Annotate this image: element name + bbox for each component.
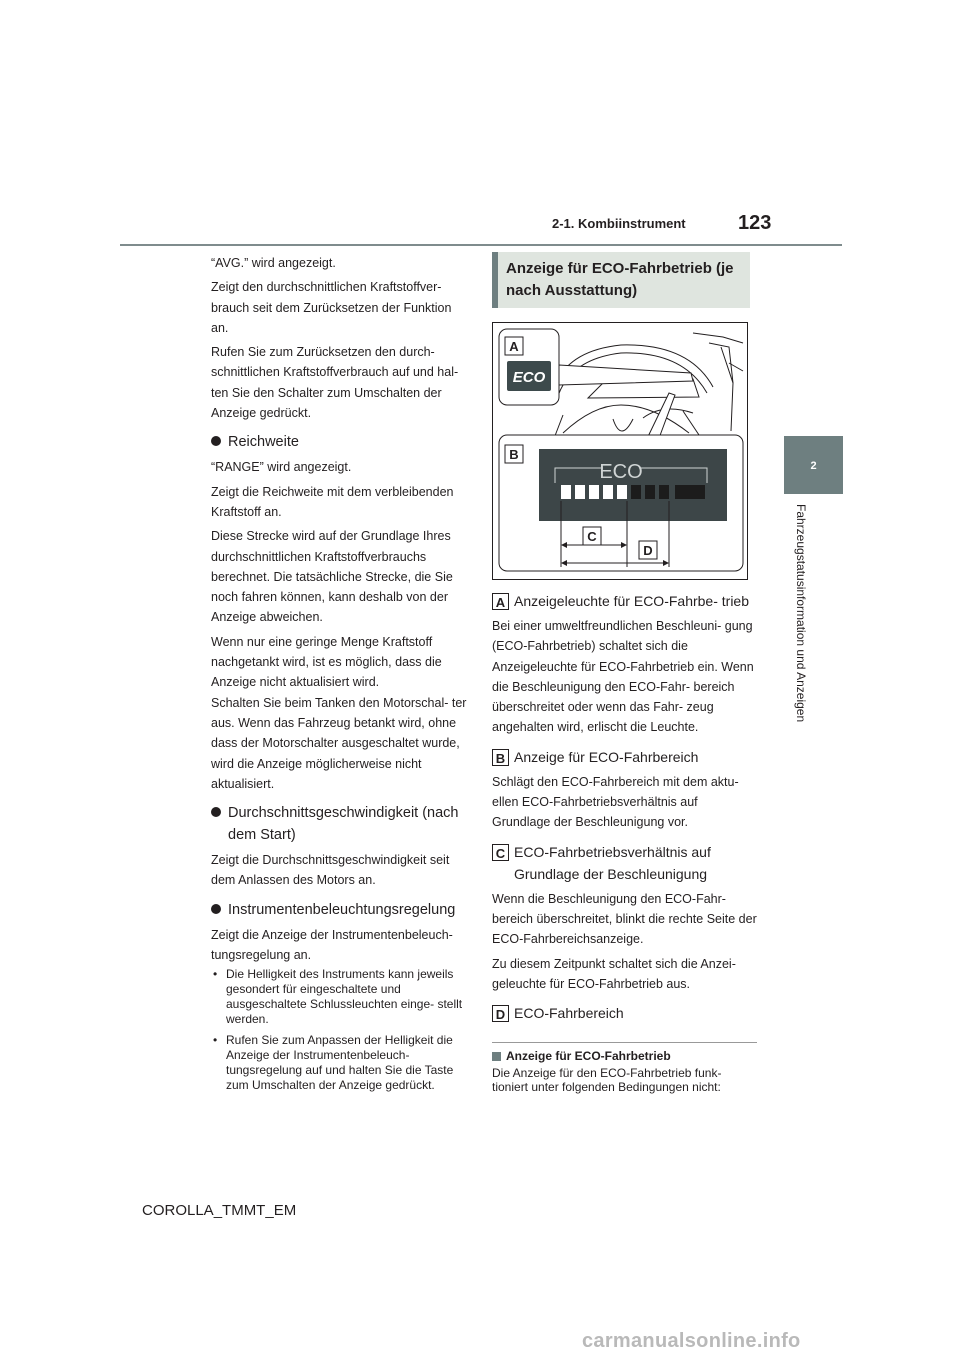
label-a: A bbox=[509, 339, 519, 354]
paragraph: Diese Strecke wird auf der Grundlage Ihres durchschnittlichen Kraftstoffverbrauchs berechnet. Die tatsächliche Strecke, die Sie noch fahren können, kann deshalb von der Anzeige abweichen. bbox=[211, 529, 453, 625]
label-a-box: A bbox=[492, 593, 509, 610]
paragraph: Die Anzeige für den ECO-Fahrbetrieb funk- tioniert unter folgenden Bedingungen nicht: bbox=[492, 1066, 722, 1095]
paragraph: Schalten Sie beim Tanken den Motorschal- ter aus. Wenn das Fahrzeug betankt wird, ohne dass der Motorschalter ausgeschaltet wurde, wird die Anzeige möglicherweise nicht aktualisiert. bbox=[211, 695, 467, 791]
label-c: C bbox=[587, 529, 597, 544]
watermark: carmanualsonline.info bbox=[582, 1330, 801, 1352]
paragraph: Schlägt den ECO-Fahrbereich mit dem aktu- ellen ECO-Fahrbetriebsverhältnis auf Grundlage der Beschleunigung vor. bbox=[492, 774, 739, 830]
chapter-label: Fahrzeugstatusinformation und Anzeigen bbox=[794, 504, 808, 723]
heading-text: Durchschnittsgeschwindigkeit (nach dem Start) bbox=[228, 805, 459, 844]
item-d-title: ECO-Fahrbereich bbox=[514, 1005, 624, 1022]
left-column bbox=[183, 253, 468, 1099]
right-column bbox=[492, 586, 757, 1094]
paragraph: Zu diesem Zeitpunkt schaltet sich die Anzei- geleuchte für ECO-Fahrbetrieb aus. bbox=[492, 956, 736, 991]
steering-wheel-drawing bbox=[553, 333, 743, 441]
item-c bbox=[492, 841, 757, 885]
list-item-text: Die Helligkeit des Instruments kann jeweils gesondert für eingeschaltete und ausgeschaltete Schlussleuchten einge- stellt werden. bbox=[226, 967, 463, 1027]
paragraph: Zeigt die Reichweite mit dem verbleibenden Kraftstoff an. bbox=[211, 484, 454, 519]
bullet-icon: • bbox=[213, 1033, 218, 1048]
section-heading: Anzeige für ECO-Fahrbetrieb (je nach Ausstattung) bbox=[492, 252, 750, 308]
heading-text: Reichweite bbox=[228, 434, 299, 451]
heading-range bbox=[211, 431, 468, 453]
heading-text: Instrumentenbeleuchtungsregelung bbox=[228, 901, 456, 918]
chapter-number: 2 bbox=[810, 460, 817, 472]
paragraph: Wenn die Beschleunigung den ECO-Fahr- bereich überschreitet, blinkt die rechte Seite der ECO-Fahrbereichsanzeige. bbox=[492, 891, 757, 947]
heading-avg-speed bbox=[211, 802, 468, 846]
footer-model-code: COROLLA_TMMT_EM bbox=[142, 1202, 297, 1219]
item-c-title: ECO-Fahrbetriebsverhältnis auf Grundlage der Beschleunigung bbox=[514, 843, 711, 882]
square-bullet-icon bbox=[492, 1052, 501, 1061]
subsection-heading bbox=[492, 1049, 757, 1064]
list-item-text: Rufen Sie zum Anpassen der Helligkeit die Anzeige der Instrumentenbeleuch- tungsregelung auf und halten Sie die Taste zum Umschalten der Anzeige gedrückt. bbox=[226, 1033, 454, 1093]
paragraph: Zeigt den durchschnittlichen Kraftstoffver- brauch seit dem Zurücksetzen der Funktion an. bbox=[211, 280, 452, 335]
section-title: 2-1. Kombiinstrument bbox=[552, 216, 686, 231]
item-a-title: Anzeigeleuchte für ECO-Fahrbe- trieb bbox=[514, 593, 749, 609]
paragraph: “AVG.” wird angezeigt. bbox=[211, 256, 336, 270]
chapter-tab[interactable] bbox=[784, 436, 843, 494]
label-d: D bbox=[643, 543, 653, 558]
bullet-dot-icon bbox=[211, 904, 221, 914]
heading-illumination bbox=[211, 899, 468, 921]
item-b bbox=[492, 746, 757, 768]
page-number: 123 bbox=[738, 212, 772, 234]
paragraph: Wenn nur eine geringe Menge Kraftstoff nachgetankt wird, ist es möglich, dass die Anzeige nicht aktualisiert wird. bbox=[211, 634, 442, 690]
paragraph: “RANGE” wird angezeigt. bbox=[211, 460, 352, 475]
bullet-icon: • bbox=[213, 967, 218, 982]
item-d bbox=[492, 1002, 757, 1024]
paragraph: Bei einer umweltfreundlichen Beschleuni- gung (ECO-Fahrbetrieb) schaltet sich die Anzeigeleuchte für ECO-Fahrbetrieb ein. Wenn die Beschleunigung den ECO-Fahr- bereich überschreitet oder wenn das Fahr- zeug angehalten wird, erlischt die Leuchte. bbox=[492, 619, 754, 735]
label-c-box: C bbox=[492, 844, 509, 861]
list-item bbox=[211, 967, 468, 1027]
paragraph: Zeigt die Anzeige der Instrumentenbeleuch- tungsregelung an. bbox=[211, 927, 453, 963]
list-item bbox=[211, 1033, 468, 1093]
dashboard-illustration bbox=[493, 323, 747, 579]
eco-zone-label: ECO bbox=[599, 461, 643, 483]
eco-indicator-figure bbox=[492, 322, 748, 580]
subsection-heading-text: Anzeige für ECO-Fahrbetrieb bbox=[506, 1049, 671, 1064]
item-b-title: Anzeige für ECO-Fahrbereich bbox=[514, 748, 699, 765]
eco-badge-text: ECO bbox=[512, 369, 546, 386]
item-a bbox=[492, 590, 757, 612]
paragraph: Zeigt die Durchschnittsgeschwindigkeit seit dem Anlassen des Motors an. bbox=[211, 853, 450, 888]
bullet-dot-icon bbox=[211, 807, 221, 817]
paragraph: Rufen Sie zum Zurücksetzen den durch- schnittlichen Kraftstoffverbrauch auf und hal- ten Sie den Schalter zum Umschalten der Anzeige gedrückt. bbox=[211, 345, 459, 421]
label-b-box: B bbox=[492, 749, 509, 766]
eco-bar-segments bbox=[561, 485, 705, 499]
label-d-box: D bbox=[492, 1005, 509, 1022]
bullet-dot-icon bbox=[211, 436, 221, 446]
label-b: B bbox=[509, 447, 519, 462]
subsection-rule bbox=[492, 1042, 757, 1043]
header-rule bbox=[120, 244, 842, 246]
